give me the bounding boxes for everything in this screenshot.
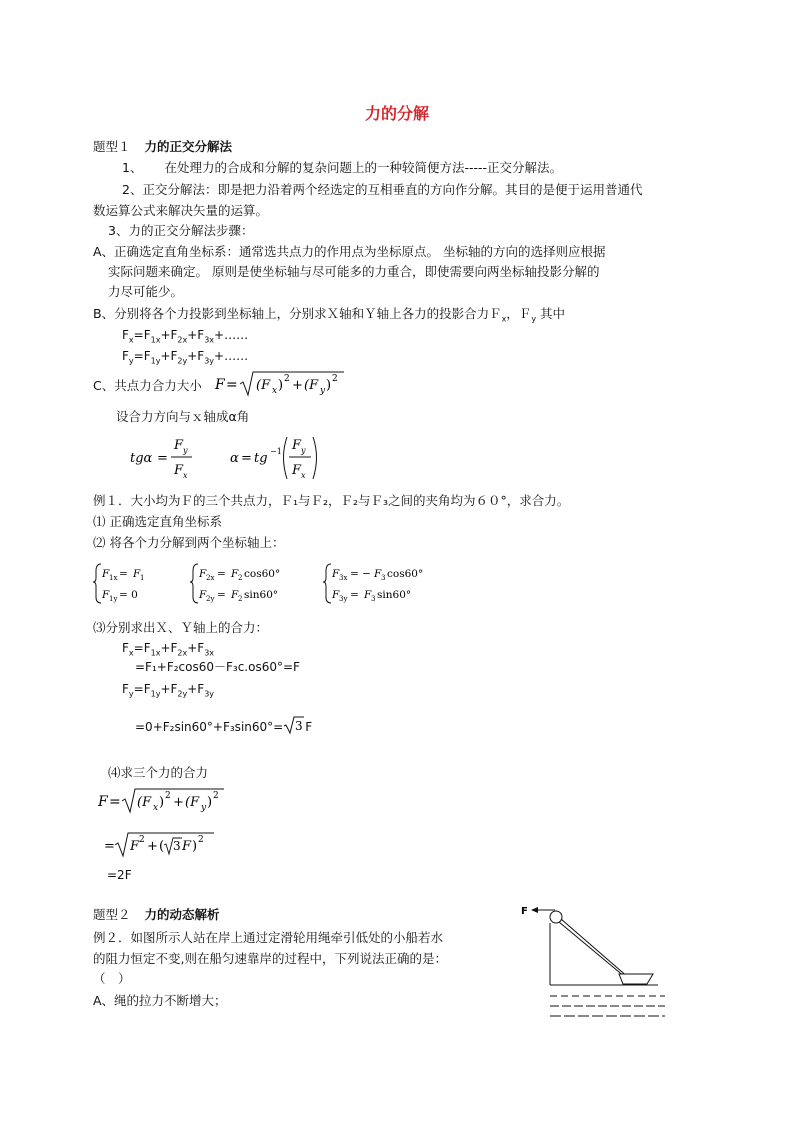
svg-text:2: 2 bbox=[332, 374, 338, 384]
svg-text:1x: 1x bbox=[109, 574, 118, 582]
svg-text:F: F bbox=[133, 568, 141, 580]
svg-text:F: F bbox=[332, 568, 340, 580]
stepB-line bbox=[93, 306, 565, 324]
svg-text:sin60°: sin60° bbox=[244, 589, 279, 601]
fy-value-line bbox=[135, 715, 312, 735]
stepA-line2: 实际问题来确定。 原则是使坐标轴与尽可能多的力重合，即使需要向两坐标轴投影分解的 bbox=[108, 264, 600, 279]
svg-text:): ) bbox=[207, 795, 213, 810]
example2-line1: 例２．如图所示人站在岸上通过定滑轮用绳牵引低处的小船若水 bbox=[93, 930, 444, 945]
item2-line1: 2、正交分解法：即是把力沿着两个经选定的互相垂直的方向作分解。其目的是便于运用普通代 bbox=[122, 182, 643, 197]
svg-text:F: F bbox=[231, 568, 239, 580]
svg-text:=: = bbox=[119, 568, 128, 580]
svg-text:(F: (F bbox=[185, 795, 200, 810]
example1-step3: ⑶分别求出Ｘ、Ｙ轴上的合力： bbox=[93, 620, 269, 635]
svg-text:2x: 2x bbox=[206, 574, 215, 582]
stepB-sub-x: x bbox=[501, 314, 507, 324]
boat bbox=[619, 974, 653, 984]
stepB-mid: ，Ｆ bbox=[506, 306, 532, 321]
svg-text:+: + bbox=[147, 839, 158, 854]
example1-step2: ⑵ 将各个力分解到两个坐标轴上： bbox=[93, 535, 285, 550]
svg-text:): ) bbox=[159, 795, 165, 810]
svg-text:2: 2 bbox=[284, 374, 290, 384]
resultant-formula bbox=[96, 786, 236, 816]
svg-text:sin60°: sin60° bbox=[377, 589, 412, 601]
resultant-magnitude-formula bbox=[212, 368, 352, 400]
svg-text:=: = bbox=[217, 568, 226, 580]
svg-text:F: F bbox=[102, 568, 110, 580]
item1 bbox=[122, 160, 562, 175]
stepC-text: C、共点力合力大小 bbox=[93, 378, 202, 393]
svg-text:=: = bbox=[241, 451, 252, 466]
example2-line2: 的阻力恒定不变,则在船匀速靠岸的过程中，下列说法正确的是： bbox=[93, 951, 447, 966]
svg-text:α: α bbox=[230, 451, 239, 466]
pulley-boat-figure bbox=[515, 900, 675, 1025]
stepA-line1: A、正确选定直角坐标系：通常选共点力的作用点为坐标原点。 坐标轴的方向的选择则应根据 bbox=[93, 244, 606, 259]
item3: 3、力的正交分解法步骤： bbox=[108, 223, 254, 238]
svg-text:2: 2 bbox=[238, 595, 243, 603]
svg-text:y: y bbox=[183, 446, 188, 455]
svg-text:1: 1 bbox=[140, 574, 145, 582]
svg-text:F: F bbox=[102, 589, 110, 601]
svg-text:2: 2 bbox=[238, 574, 243, 582]
svg-text:tg: tg bbox=[254, 451, 268, 466]
svg-text:F: F bbox=[215, 377, 225, 393]
example1-question: 例１．大小均为Ｆ的三个共点力，Ｆ₁与Ｆ₂，Ｆ₂与Ｆ₃之间的夹角均为６０°，求合力。 bbox=[93, 493, 570, 508]
section2-title: 力的动态解析 bbox=[144, 907, 220, 922]
svg-text:y: y bbox=[320, 386, 326, 396]
svg-text:= 0: = 0 bbox=[119, 589, 138, 601]
svg-text:y: y bbox=[201, 803, 207, 813]
svg-text:x: x bbox=[153, 803, 159, 813]
svg-text:F: F bbox=[174, 463, 184, 478]
svg-text:): ) bbox=[326, 378, 332, 393]
svg-text:(F: (F bbox=[137, 795, 152, 810]
svg-text:=: = bbox=[104, 839, 115, 854]
fy-formula: $F_y=F_{1y}+F_{2y}+F_{3y}+\dots\dots$ bbox=[122, 349, 249, 366]
svg-text:y: y bbox=[301, 446, 306, 455]
svg-text:x: x bbox=[301, 471, 306, 480]
svg-text:=: = bbox=[157, 451, 168, 466]
fy-sum-line: $F_y=F_{1y}+F_{2y}+F_{3y}$ bbox=[122, 682, 215, 699]
svg-text:3x: 3x bbox=[339, 574, 348, 582]
svg-text:cos60°: cos60° bbox=[244, 568, 281, 580]
svg-text:F: F bbox=[292, 438, 302, 453]
svg-text:F: F bbox=[199, 589, 207, 601]
svg-text:x: x bbox=[272, 386, 278, 396]
svg-text:1y: 1y bbox=[109, 595, 118, 603]
section1-label: 题型１ bbox=[93, 139, 131, 154]
force-label: F bbox=[521, 906, 528, 917]
stepB-end: 其中 bbox=[536, 306, 566, 321]
section1-title: 力的正交分解法 bbox=[144, 139, 233, 154]
stepB-text: B、分别将各个力投影到坐标轴上，分别求Ｘ轴和Ｙ轴上各力的投影合力Ｆ bbox=[93, 306, 502, 321]
svg-text:2: 2 bbox=[165, 791, 171, 801]
svg-text:3: 3 bbox=[371, 595, 376, 603]
bank-slope bbox=[561, 919, 629, 978]
fx-value-line: =F₁+F₂cos60－F₃c.os60°=F bbox=[135, 660, 300, 674]
section2-heading bbox=[93, 907, 220, 922]
svg-text:F: F bbox=[199, 568, 207, 580]
fx-sum-line: $F_x=F_{1x}+F_{2x}+F_{3x}$ bbox=[122, 641, 215, 658]
example1-step4: ⑷求三个力的合力 bbox=[108, 765, 209, 780]
component-equations bbox=[93, 560, 433, 610]
svg-text:F: F bbox=[174, 438, 184, 453]
svg-text:=: = bbox=[350, 589, 359, 601]
svg-text:2: 2 bbox=[198, 835, 204, 845]
pulley bbox=[550, 911, 562, 923]
svg-text:2: 2 bbox=[213, 791, 219, 801]
svg-text:+: + bbox=[292, 378, 303, 393]
item2-line2: 数运算公式来解决矢量的运算。 bbox=[93, 203, 269, 218]
item1-number: 1、 bbox=[122, 160, 143, 175]
svg-text:F: F bbox=[182, 839, 192, 854]
svg-text:F: F bbox=[130, 839, 140, 854]
angle-text: 设合力方向与ｘ轴成α角 bbox=[116, 409, 250, 424]
force-arrowhead bbox=[531, 907, 538, 913]
resultant-substituted bbox=[104, 830, 224, 860]
item1-text: 在处理力的合成和分解的复杂问题上的一种较简便方法-----正交分解法。 bbox=[164, 160, 562, 175]
svg-text:F: F bbox=[332, 589, 340, 601]
fy-value-end: F bbox=[305, 720, 313, 734]
option-a: A、绳的拉力不断增大； bbox=[93, 993, 227, 1008]
angle-formula bbox=[130, 432, 330, 484]
page-title: 力的分解 bbox=[364, 104, 429, 123]
svg-text:(: ( bbox=[159, 839, 165, 854]
svg-text:F: F bbox=[98, 794, 108, 810]
example2-answer-blank: （ ） bbox=[93, 971, 131, 986]
stepB-sub-y: y bbox=[531, 314, 537, 324]
svg-text:2y: 2y bbox=[206, 595, 215, 603]
svg-text:(F: (F bbox=[304, 378, 319, 393]
example1-step1: ⑴ 正确选定直角坐标系 bbox=[93, 514, 222, 529]
fx-formula: $F_x=F_{1x}+F_{2x}+F_{3x}+\dots\dots$ bbox=[122, 328, 249, 345]
svg-text:cos60°: cos60° bbox=[387, 568, 424, 580]
svg-text:F: F bbox=[374, 568, 382, 580]
svg-text:): ) bbox=[278, 378, 284, 393]
svg-text:F: F bbox=[231, 589, 239, 601]
svg-text:2: 2 bbox=[139, 835, 145, 845]
svg-text:−1: −1 bbox=[270, 447, 282, 456]
svg-text:3: 3 bbox=[381, 574, 386, 582]
svg-text:=: = bbox=[226, 377, 238, 393]
svg-text:): ) bbox=[192, 839, 198, 854]
svg-text:=: = bbox=[109, 794, 121, 810]
stepA-line3: 力尽可能少。 bbox=[108, 284, 184, 299]
svg-text:x: x bbox=[183, 471, 188, 480]
rope bbox=[559, 922, 625, 977]
svg-text:(F: (F bbox=[256, 378, 271, 393]
svg-text:+: + bbox=[173, 795, 184, 810]
svg-text:3y: 3y bbox=[339, 595, 348, 603]
svg-text:3: 3 bbox=[295, 719, 303, 733]
svg-text:3: 3 bbox=[173, 839, 181, 853]
svg-text:=: = bbox=[217, 589, 226, 601]
svg-text:tgα: tgα bbox=[130, 451, 153, 466]
section2-label: 题型２ bbox=[93, 907, 131, 922]
resultant-value: =2F bbox=[107, 868, 132, 882]
section1-heading bbox=[93, 139, 232, 154]
svg-text:= −: = − bbox=[350, 568, 371, 580]
sqrt3-symbol bbox=[283, 715, 305, 735]
fy-value-text: =0+F₂sin60°+F₃sin60°= bbox=[135, 720, 284, 734]
svg-text:F: F bbox=[364, 589, 372, 601]
svg-text:F: F bbox=[292, 463, 302, 478]
